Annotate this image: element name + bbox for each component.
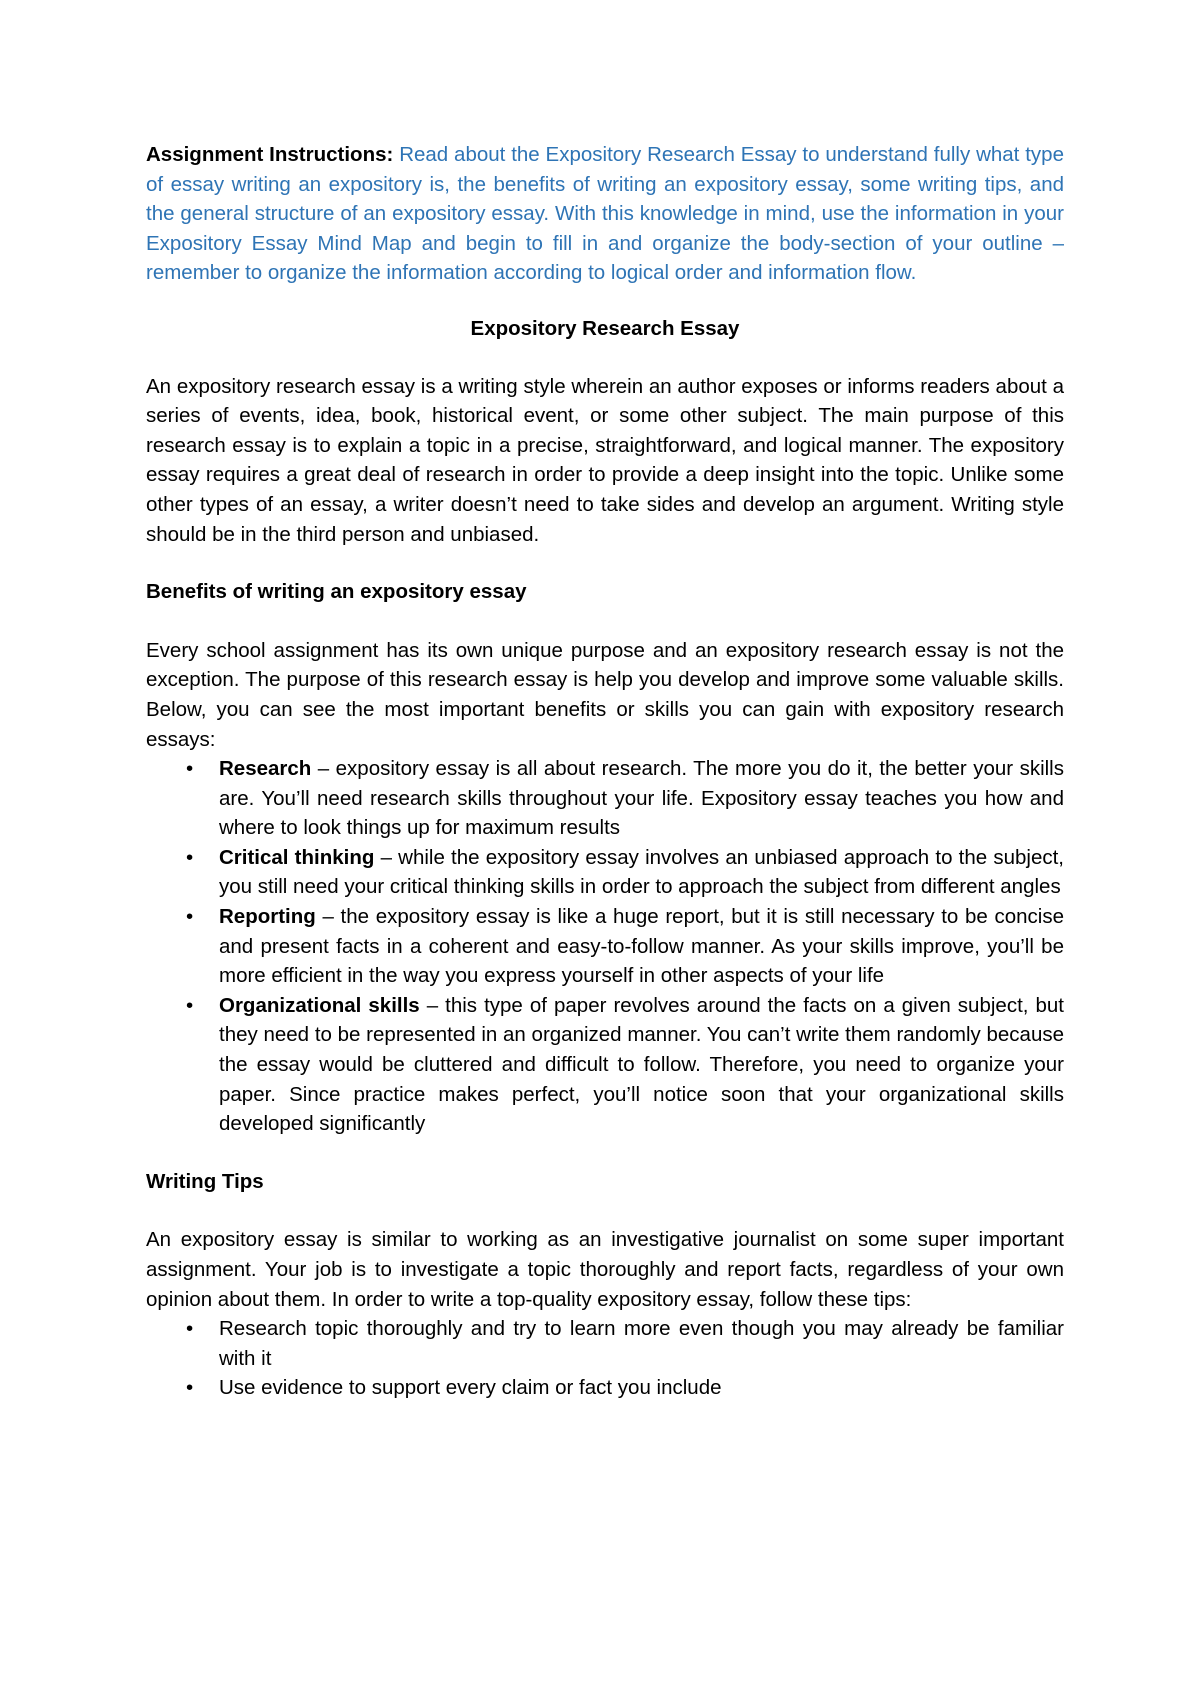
intro-paragraph: An expository research essay is a writing style wherein an author exposes or informs readers about a series of events, idea, book, historical event, or some other subject. The main purpose of this research essay is to explain a topic in a precise, straightforward, and logical manner. The expository essay requires a great deal of research in order to provide a deep insight into the topic. Unlike some other types of an essay, a writer doesn’t need to take sides and develop an argument. Writing style should be in the third person and unbiased. bbox=[146, 374, 1064, 546]
list-item-term: Organizational skills bbox=[219, 993, 420, 1017]
list-item-term: Reporting bbox=[219, 905, 316, 929]
list-item bbox=[146, 902, 1064, 991]
list-item bbox=[146, 1314, 1064, 1373]
tips-heading: Writing Tips bbox=[146, 1169, 264, 1193]
bullet-icon: • bbox=[186, 757, 194, 781]
bullet-icon: • bbox=[186, 1317, 194, 1341]
list-item-term: Research bbox=[219, 757, 312, 781]
bullet-icon: • bbox=[186, 905, 194, 929]
tips-list bbox=[146, 1314, 1064, 1403]
bullet-icon: • bbox=[186, 993, 194, 1017]
benefits-heading: Benefits of writing an expository essay bbox=[146, 580, 527, 604]
instructions-text: Read about the Expository Research Essay to understand fully what type of essay writing an expository is, the benefits of writing an expository essay, some writing tips, and the general structure of an expository essay. With this knowledge in mind, use the information in your Expository Essay Mind Map and begin to fill in and organize the body-section of your outline – remember to organize the information according to logical order and information flow. bbox=[146, 143, 1064, 285]
list-item-text: – the expository essay is like a huge report, but it is still necessary to be concise and present facts in a coherent and easy-to-follow manner. As your skills improve, you’ll be more efficient in the way you express yourself in other aspects of your life bbox=[219, 905, 1064, 988]
tips-paragraph: An expository essay is similar to working as an investigative journalist on some super important assignment. Your job is to investigate a topic thoroughly and report facts, regardless of your own opinion about them. In order to write a top-quality expository essay, follow these tips: bbox=[146, 1228, 1064, 1311]
list-item-text: Use evidence to support every claim or fact you include bbox=[219, 1376, 722, 1400]
document-page bbox=[146, 140, 1064, 1403]
list-item bbox=[146, 754, 1064, 843]
bullet-icon: • bbox=[186, 845, 194, 869]
bullet-icon: • bbox=[186, 1376, 194, 1400]
list-item bbox=[146, 991, 1064, 1139]
list-item bbox=[146, 843, 1064, 902]
list-item-text: – expository essay is all about research. The more you do it, the better your skills are. You’ll need research skills throughout your life. Expository essay teaches you how and where to look things up for maximum results bbox=[219, 757, 1064, 840]
list-item-term: Critical thinking bbox=[219, 845, 375, 869]
instructions-label: Assignment Instructions: bbox=[146, 143, 394, 166]
list-item bbox=[146, 1373, 1064, 1403]
list-item-text: Research topic thoroughly and try to learn more even though you may already be familiar with it bbox=[219, 1317, 1064, 1370]
benefits-paragraph: Every school assignment has its own unique purpose and an expository research essay is not the exception. The purpose of this research essay is help you develop and improve some valuable skills. Below, you can see the most important benefits or skills you can gain with expository research essays: bbox=[146, 638, 1064, 751]
list-item-text: – this type of paper revolves around the facts on a given subject, but they need to be represented in an organized manner. You can’t write them randomly because the essay would be cluttered and difficult to follow. Therefore, you need to organize your paper. Since practice makes perfect, you’ll notice soon that your organizational skills developed significantly bbox=[219, 993, 1064, 1136]
document-title: Expository Research Essay bbox=[470, 316, 740, 340]
list-item-text: – while the expository essay involves an unbiased approach to the subject, you still need your critical thinking skills in order to approach the subject from different angles bbox=[219, 845, 1064, 899]
benefits-list bbox=[146, 754, 1064, 1139]
assignment-instructions bbox=[146, 140, 1064, 288]
